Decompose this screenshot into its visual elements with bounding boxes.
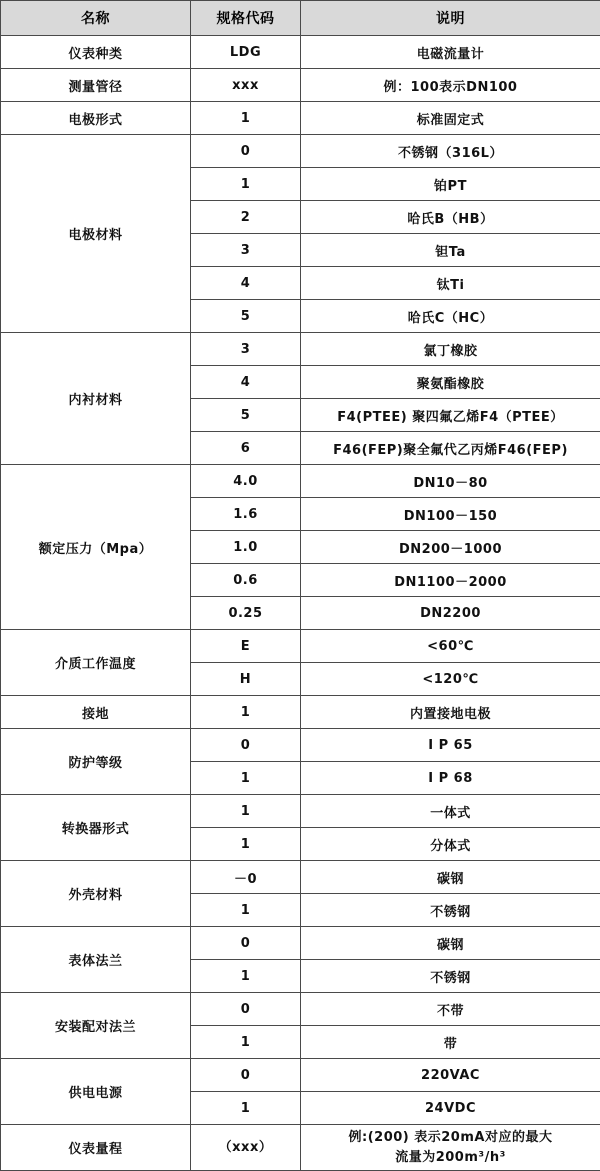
description-cell: <120℃ bbox=[301, 663, 600, 696]
spec-code-cell: 0 bbox=[191, 135, 301, 168]
spec-code-cell: 5 bbox=[191, 399, 301, 432]
description-cell: 不锈钢 bbox=[301, 960, 600, 993]
table-row bbox=[1, 69, 600, 102]
spec-code-cell: 4.0 bbox=[191, 465, 301, 498]
description-cell: 例：100表示DN100 bbox=[301, 69, 600, 102]
spec-code-cell: 1 bbox=[191, 762, 301, 795]
description-cell: 哈氏C（HC） bbox=[301, 300, 600, 333]
spec-code-cell: 0 bbox=[191, 729, 301, 762]
description-cell: 24VDC bbox=[301, 1092, 600, 1125]
description-cell: DN200－1000 bbox=[301, 531, 600, 564]
spec-code-cell: －0 bbox=[191, 861, 301, 894]
description-cell: DN2200 bbox=[301, 597, 600, 630]
table-row bbox=[1, 36, 600, 69]
row-name-cell: 电极形式 bbox=[1, 102, 191, 135]
description-cell: F46(FEP)聚全氟代乙丙烯F46(FEP) bbox=[301, 432, 600, 465]
spec-code-cell: 3 bbox=[191, 234, 301, 267]
description-cell: 不带 bbox=[301, 993, 600, 1026]
description-cell: 例:(200) 表示20mA对应的最大 流量为200m³/h³ bbox=[301, 1125, 600, 1171]
spec-code-cell: 2 bbox=[191, 201, 301, 234]
table-row bbox=[1, 465, 600, 498]
table-row bbox=[1, 135, 600, 168]
spec-code-cell: 0.25 bbox=[191, 597, 301, 630]
spec-code-cell: 1 bbox=[191, 1026, 301, 1059]
table-row bbox=[1, 696, 600, 729]
spec-code-cell: H bbox=[191, 663, 301, 696]
row-name-cell: 内衬材料 bbox=[1, 333, 191, 465]
description-cell: 220VAC bbox=[301, 1059, 600, 1092]
spec-code-cell: E bbox=[191, 630, 301, 663]
row-name-cell: 表体法兰 bbox=[1, 927, 191, 993]
table-row bbox=[1, 993, 600, 1026]
description-cell: 一体式 bbox=[301, 795, 600, 828]
spec-code-cell: 6 bbox=[191, 432, 301, 465]
table-row bbox=[1, 1059, 600, 1092]
table-row bbox=[1, 927, 600, 960]
table-header-row bbox=[1, 1, 600, 36]
row-name-cell: 电极材料 bbox=[1, 135, 191, 333]
spec-code-cell: LDG bbox=[191, 36, 301, 69]
row-name-cell: 外壳材料 bbox=[1, 861, 191, 927]
description-cell: 电磁流量计 bbox=[301, 36, 600, 69]
spec-code-cell: （xxx） bbox=[191, 1125, 301, 1171]
row-name-cell: 额定压力（Mpa） bbox=[1, 465, 191, 630]
row-name-cell: 接地 bbox=[1, 696, 191, 729]
description-cell: 不锈钢（316L） bbox=[301, 135, 600, 168]
description-cell: 分体式 bbox=[301, 828, 600, 861]
row-name-cell: 仪表量程 bbox=[1, 1125, 191, 1171]
spec-code-cell: 1 bbox=[191, 102, 301, 135]
spec-code-cell: 3 bbox=[191, 333, 301, 366]
spec-code-cell: 4 bbox=[191, 366, 301, 399]
row-name-cell: 介质工作温度 bbox=[1, 630, 191, 696]
description-cell: I P 65 bbox=[301, 729, 600, 762]
description-cell: 不锈钢 bbox=[301, 894, 600, 927]
description-cell: 氯丁橡胶 bbox=[301, 333, 600, 366]
description-cell: <60℃ bbox=[301, 630, 600, 663]
spec-code-cell: 4 bbox=[191, 267, 301, 300]
table-row bbox=[1, 861, 600, 894]
table-body bbox=[1, 36, 600, 1171]
row-name-cell: 供电电源 bbox=[1, 1059, 191, 1125]
spec-code-cell: 1 bbox=[191, 960, 301, 993]
description-cell: 带 bbox=[301, 1026, 600, 1059]
spec-code-cell: 5 bbox=[191, 300, 301, 333]
table-row bbox=[1, 333, 600, 366]
description-cell: 碳钢 bbox=[301, 861, 600, 894]
description-cell: 聚氨酯橡胶 bbox=[301, 366, 600, 399]
description-cell: 碳钢 bbox=[301, 927, 600, 960]
spec-code-cell: 1 bbox=[191, 1092, 301, 1125]
description-cell: DN10－80 bbox=[301, 465, 600, 498]
table-header bbox=[1, 1, 600, 36]
description-cell: 钽Ta bbox=[301, 234, 600, 267]
spec-code-cell: 1.6 bbox=[191, 498, 301, 531]
description-cell: 内置接地电极 bbox=[301, 696, 600, 729]
description-cell: 标准固定式 bbox=[301, 102, 600, 135]
spec-code-cell: 1 bbox=[191, 828, 301, 861]
spec-code-cell: 0 bbox=[191, 927, 301, 960]
spec-code-cell: xxx bbox=[191, 69, 301, 102]
row-name-cell: 安装配对法兰 bbox=[1, 993, 191, 1059]
spec-code-cell: 1 bbox=[191, 795, 301, 828]
row-name-cell: 转换器形式 bbox=[1, 795, 191, 861]
spec-code-cell: 0 bbox=[191, 1059, 301, 1092]
spec-code-cell: 1.0 bbox=[191, 531, 301, 564]
description-cell: I P 68 bbox=[301, 762, 600, 795]
column-header-name: 名称 bbox=[1, 1, 191, 36]
table-row bbox=[1, 630, 600, 663]
row-name-cell: 仪表种类 bbox=[1, 36, 191, 69]
description-cell: DN100－150 bbox=[301, 498, 600, 531]
table-row bbox=[1, 729, 600, 762]
description-cell: F4(PTEE) 聚四氟乙烯F4（PTEE） bbox=[301, 399, 600, 432]
column-header-code: 规格代码 bbox=[191, 1, 301, 36]
description-cell: 钛Ti bbox=[301, 267, 600, 300]
spec-code-cell: 1 bbox=[191, 894, 301, 927]
spec-code-cell: 1 bbox=[191, 696, 301, 729]
spec-code-cell: 1 bbox=[191, 168, 301, 201]
description-cell: DN1100－2000 bbox=[301, 564, 600, 597]
description-cell: 铂PT bbox=[301, 168, 600, 201]
table-row bbox=[1, 102, 600, 135]
spec-code-cell: 0 bbox=[191, 993, 301, 1026]
table-row bbox=[1, 795, 600, 828]
row-name-cell: 防护等级 bbox=[1, 729, 191, 795]
column-header-description: 说明 bbox=[301, 1, 600, 36]
row-name-cell: 测量管径 bbox=[1, 69, 191, 102]
spec-code-cell: 0.6 bbox=[191, 564, 301, 597]
description-cell: 哈氏B（HB） bbox=[301, 201, 600, 234]
table-row bbox=[1, 1125, 600, 1171]
